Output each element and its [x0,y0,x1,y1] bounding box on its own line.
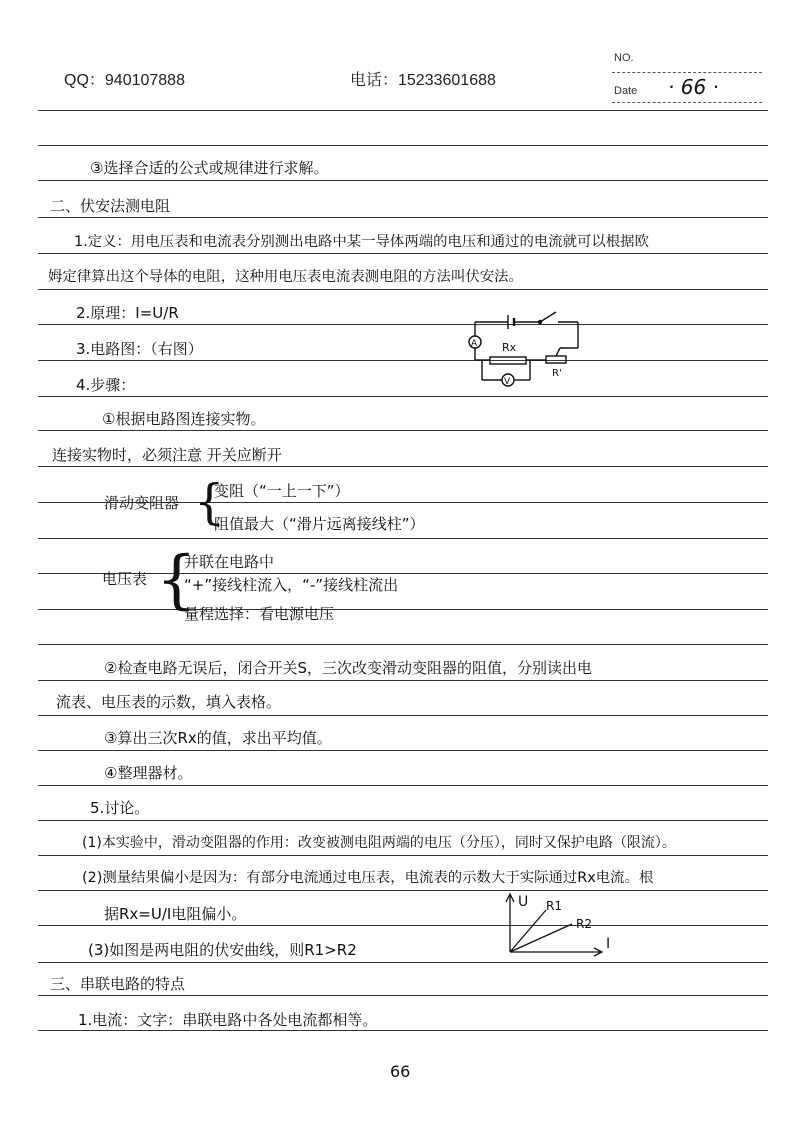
ruled-line [38,217,768,218]
ruled-line [38,890,768,891]
step-3-solve: ③选择合适的公式或规律进行求解。 [90,159,329,177]
discussion-2-line-2: 据Rx=U/I电阻偏小。 [104,905,247,923]
graph-i-label: I [606,936,611,952]
ruled-line [38,995,768,996]
date-dash-line [612,102,762,103]
ruled-line [38,360,768,361]
step-4-tidy: ④整理器材。 [104,764,193,782]
ruled-line [38,538,768,539]
graph-u-label: U [518,894,529,910]
definition-line-2: 姆定律算出这个导体的电阻，这种用电压表电流表测电阻的方法叫伏安法。 [48,269,523,285]
ruled-line [38,750,768,751]
voltmeter-item-2: “+”接线柱流入，“-”接线柱流出 [184,576,399,594]
section-heading-series: 三、串联电路的特点 [50,975,186,993]
ruled-line [38,110,768,111]
discussion-1: (1)本实验中，滑动变阻器的作用：改变被测电阻两端的电压（分压），同时又保护电路（限流）。 [82,835,676,851]
rheostat-label: 滑动变阻器 [104,494,180,512]
ruled-line [38,253,768,254]
step-2-measure-line-2: 流表、电压表的示数，填入表格。 [56,693,282,711]
ruled-line [38,785,768,786]
ammeter-symbol: A [471,339,478,349]
ruled-line [38,466,768,467]
circuit-diagram-label: 3.电路图：（右图） [76,340,203,358]
page-number: 66 [390,1062,411,1081]
discussion-3: (3)如图是两电阻的伏安曲线，则R1>R2 [88,941,357,959]
resistor-label: Rx [502,341,517,354]
ruled-line [38,680,768,681]
rheostat-brace: { [194,474,225,530]
ruled-line [38,925,768,926]
ruled-line [38,573,768,574]
date-label: Date [614,85,638,97]
qq-contact: QQ：940107888 [64,72,185,89]
series-current: 1.电流：文字：串联电路中各处电流都相等。 [78,1011,378,1029]
discussion-2-line-1: (2)测量结果偏小是因为：有部分电流通过电压表，电流表的示数大于实际通过Rx电流。根 [82,870,654,886]
voltmeter-item-1: 并联在电路中 [184,553,275,571]
discussion-heading: 5.讨论。 [90,799,150,817]
voltmeter-item-3: 量程选择：看电源电压 [184,605,335,623]
ruled-line [38,180,768,181]
rheostat-item-2: 阻值最大（“滑片远离接线柱”） [214,515,425,533]
definition-line-1: 1.定义：用电压表和电流表分别测出电路中某一导体两端的电压和通过的电流就可以根据欧 [74,234,649,250]
ruled-line [38,820,768,821]
ruled-line [38,609,768,610]
ruled-line [38,962,768,963]
rheostat-item-1: 变阻（“一上一下”） [214,482,350,500]
section-heading-voltammetry: 二、伏安法测电阻 [50,197,171,215]
ruled-line [38,396,768,397]
step-3-average: ③算出三次Rx的值，求出平均值。 [104,729,332,747]
steps-heading: 4.步骤： [76,376,136,394]
no-label: NO. [614,52,634,64]
date-value: · 66 · [668,75,719,99]
no-dash-line [612,72,762,73]
connect-note: 连接实物时，必须注意 开关应断开 [52,446,282,464]
ui-graph [496,888,636,958]
graph-r1-label: R1 [546,899,562,913]
ruled-line [38,289,768,290]
ruled-line [38,430,768,431]
step-1-connect: ①根据电路图连接实物。 [102,410,266,428]
ruled-line [38,644,768,645]
circuit-diagram [460,302,610,394]
voltmeter-label: 电压表 [102,570,148,588]
ruled-line [38,324,768,325]
ruled-line [38,1030,768,1031]
phone-contact: 电话：15233601688 [350,72,496,89]
principle: 2.原理：I=U/R [76,304,179,322]
rheostat-symbol: R' [552,368,562,379]
ruled-line [38,715,768,716]
graph-r2-label: R2 [576,917,592,931]
ruled-line [38,145,768,146]
voltmeter-brace: { [156,543,197,617]
step-2-measure-line-1: ②检查电路无误后，闭合开关S，三次改变滑动变阻器的阻值，分别读出电 [104,659,592,677]
voltmeter-symbol: V [504,377,511,387]
ruled-line [38,855,768,856]
